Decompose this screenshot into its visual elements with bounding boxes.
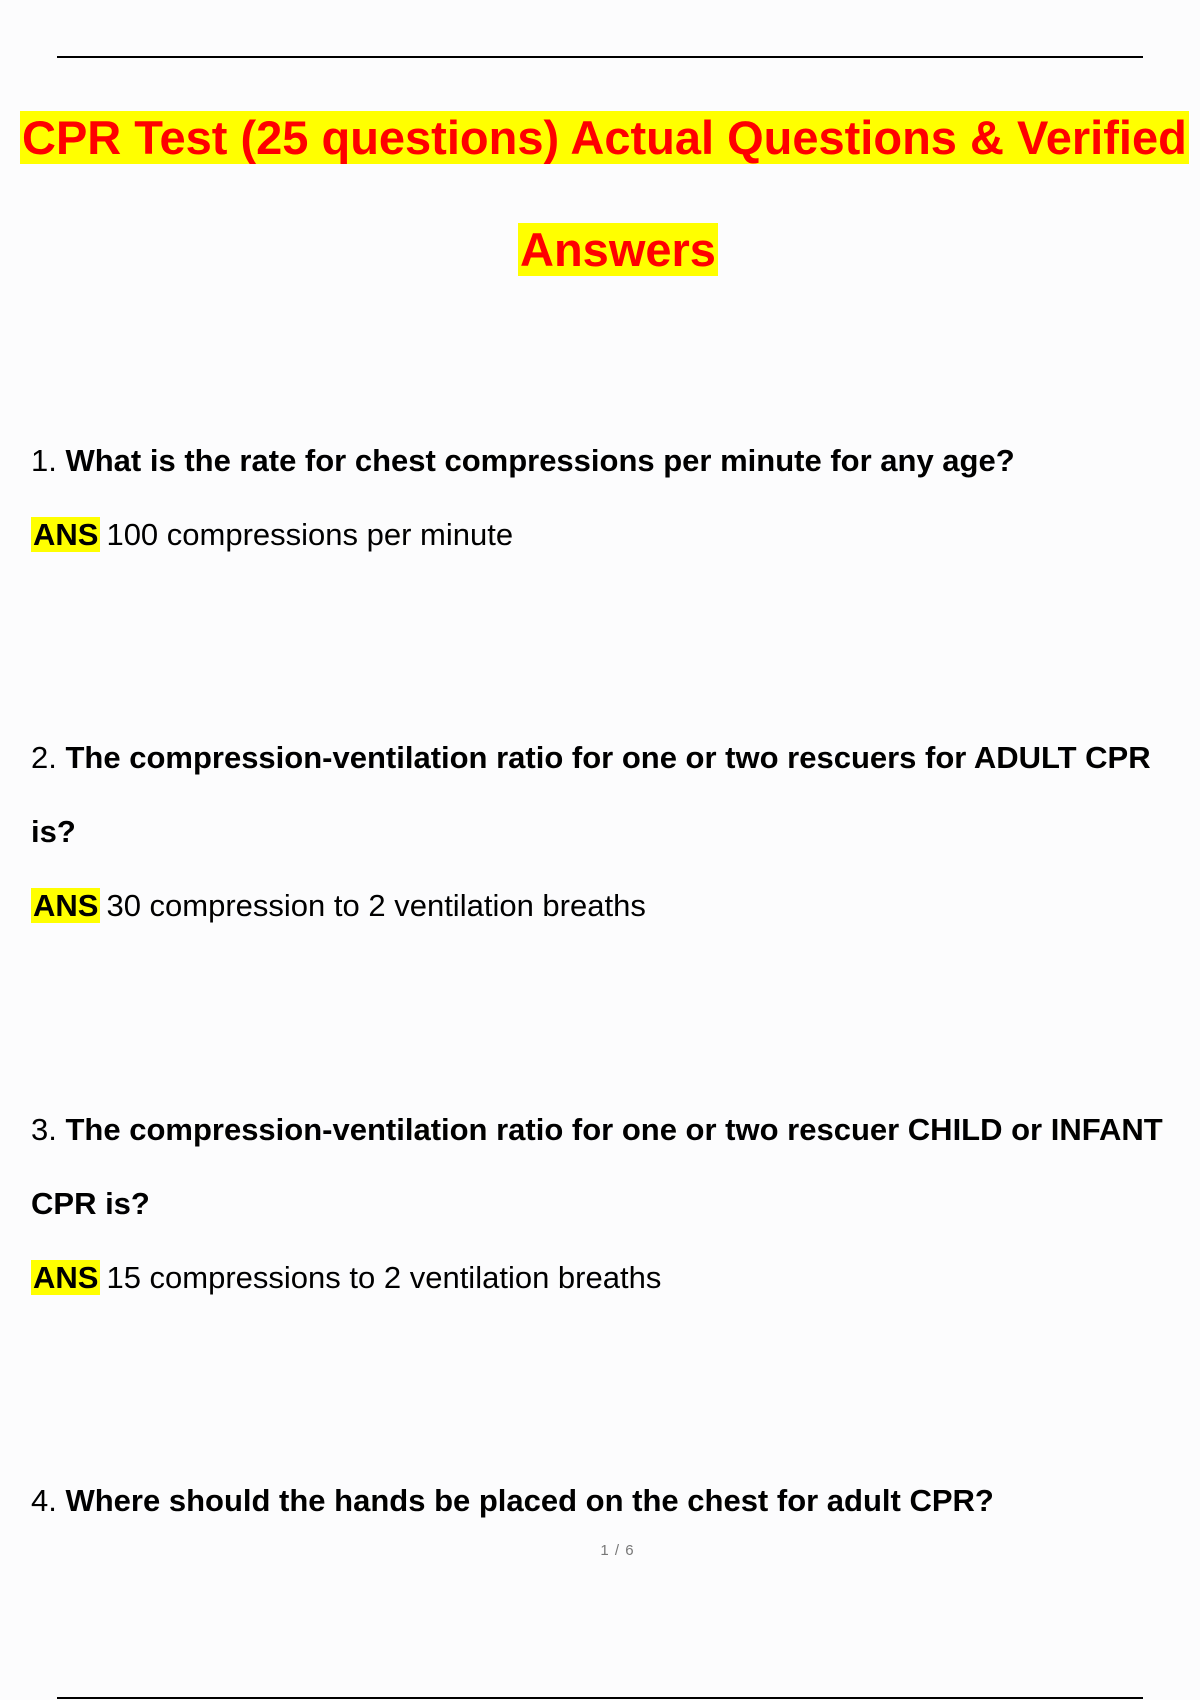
- answer-text: 15 compressions to 2 ventilation breaths: [106, 1260, 662, 1295]
- document-title-line-2: [0, 222, 1200, 278]
- answer-label: ANS: [33, 1260, 99, 1295]
- answer-text: 100 compressions per minute: [106, 517, 514, 552]
- answer-text: 30 compression to 2 ventilation breaths: [106, 888, 646, 923]
- question-line: [31, 424, 1200, 498]
- title-highlight: CPR Test (25 questions) Actual Questions & Verified: [22, 111, 1187, 164]
- question-line: [31, 1093, 1200, 1167]
- question-number: 4.: [31, 1483, 57, 1518]
- question-text: What is the rate for chest compressions per minute for any age?: [65, 443, 1015, 478]
- header-rule: [57, 56, 1143, 58]
- answer-label: ANS: [33, 517, 99, 552]
- question-text-continued: is?: [31, 814, 76, 849]
- question-block-3: [31, 1093, 1200, 1315]
- footer-rule: [57, 1697, 1143, 1699]
- question-text: Where should the hands be placed on the chest for adult CPR?: [65, 1483, 994, 1518]
- question-block-2: [31, 721, 1200, 943]
- document-title-line-1: [0, 110, 1200, 166]
- question-block-1: [31, 424, 1200, 572]
- answer-line: [31, 498, 1200, 572]
- question-text: The compression-ventilation ratio for one or two rescuers for ADULT CPR: [65, 740, 1151, 775]
- answer-line: [31, 869, 1200, 943]
- answer-line: [31, 1241, 1200, 1315]
- question-block-4: [31, 1464, 1200, 1538]
- question-line: [31, 721, 1200, 795]
- question-number: 2.: [31, 740, 57, 775]
- title-highlight: Answers: [520, 223, 716, 276]
- answer-label: ANS: [33, 888, 99, 923]
- question-number: 3.: [31, 1112, 57, 1147]
- question-text-continued: CPR is?: [31, 1186, 150, 1221]
- question-line-continued: [31, 795, 1200, 869]
- page-number: 1 / 6: [600, 1542, 635, 1559]
- question-number: 1.: [31, 443, 57, 478]
- question-text: The compression-ventilation ratio for one or two rescuer CHILD or INFANT: [65, 1112, 1163, 1147]
- question-line-continued: [31, 1167, 1200, 1241]
- question-line: [31, 1464, 1200, 1538]
